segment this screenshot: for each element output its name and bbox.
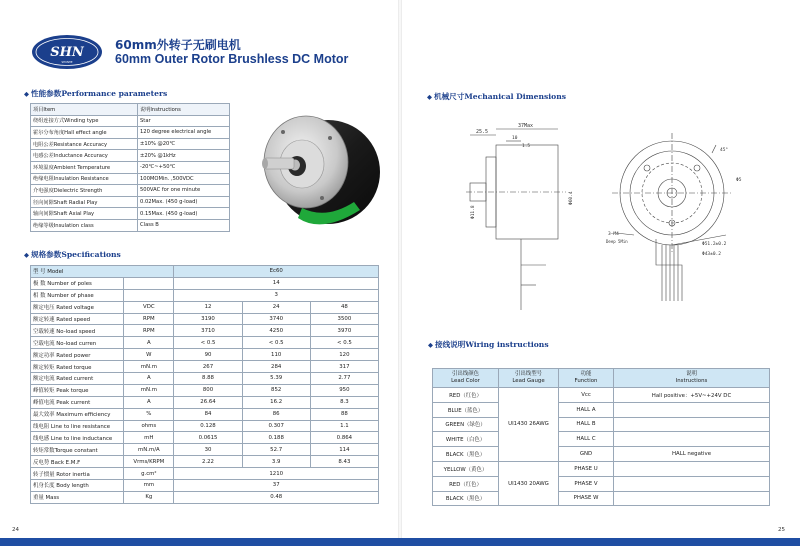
- spec-param-cell: 线电感 Line to line inductance: [31, 432, 124, 444]
- dim-pilot: Φ43±0.2: [702, 252, 721, 257]
- spec-row: [31, 349, 379, 361]
- page-number-left: 24: [12, 527, 19, 533]
- spec-unit-cell: mm: [124, 480, 174, 492]
- performance-row: [31, 161, 230, 173]
- spec-unit-cell: mH: [124, 432, 174, 444]
- spec-param-cell: 额定转矩 Rated torque: [31, 361, 124, 373]
- spec-value-cell: 37: [174, 480, 379, 492]
- spec-value-cell: 52.7: [242, 444, 310, 456]
- wiring-color-cell: RED（红色）: [433, 476, 499, 491]
- spec-unit-cell: W: [124, 349, 174, 361]
- wiring-header-cn: 引出线型号: [515, 371, 542, 378]
- spec-value-cell: 26.64: [174, 396, 242, 408]
- spec-value-cell: < 0.5: [310, 337, 378, 349]
- spec-unit-cell: Vrms/KRPM: [124, 456, 174, 468]
- dim-shaft-dia: Φ5: [736, 178, 742, 183]
- wiring-function-cell: HALL A: [559, 402, 614, 417]
- spec-row: [31, 337, 379, 349]
- spec-value-cell: 3740: [242, 313, 310, 325]
- spec-param-cell: 额定功率 Rated power: [31, 349, 124, 361]
- perf-value-cell: 0.15Max. (450 g-load): [138, 208, 230, 220]
- spec-row: [31, 289, 379, 301]
- wiring-function-cell: PHASE W: [559, 491, 614, 506]
- performance-row: [31, 173, 230, 185]
- dim-gap: 1.5: [522, 144, 531, 149]
- spec-value-cell: 8.43: [310, 456, 378, 468]
- spec-value-cell: 0.128: [174, 420, 242, 432]
- spec-value-cell: 86: [242, 408, 310, 420]
- wiring-color-cell: GREEN（绿色）: [433, 417, 499, 432]
- spec-value-cell: < 0.5: [174, 337, 242, 349]
- page-number-right: 25: [778, 527, 785, 533]
- perf-value-cell: Class B: [138, 219, 230, 231]
- perf-value-cell: 100MOMin. ,500VDC: [138, 173, 230, 185]
- spec-value-cell: 110: [242, 349, 310, 361]
- wiring-header-en: Lead Gauge: [512, 378, 545, 384]
- spec-row: [31, 456, 379, 468]
- perf-item-cell: 电感公差Inductance Accuracy: [31, 150, 138, 162]
- performance-row: [31, 219, 230, 231]
- spec-value-cell: 3.9: [242, 456, 310, 468]
- wiring-table: [432, 368, 770, 506]
- spec-row: [31, 384, 379, 396]
- spec-param-cell: 相 数 Number of phase: [31, 289, 124, 301]
- dim-flange: 10: [512, 136, 518, 141]
- performance-heading-text: 性能参数Performance parameters: [31, 89, 168, 98]
- wiring-header-cell: [499, 369, 559, 388]
- page-spine: [398, 0, 402, 546]
- spec-value-cell: 88: [310, 408, 378, 420]
- performance-row: [31, 138, 230, 150]
- wiring-header-row: [433, 369, 770, 388]
- spec-param-cell: 空载电流 No-load curren: [31, 337, 124, 349]
- spec-param-cell: 线电阻 Line to line resistance: [31, 420, 124, 432]
- spec-value-cell: 14: [174, 277, 379, 289]
- spec-value-cell: 284: [242, 361, 310, 373]
- title-chinese: 60mm外转子无刷电机: [115, 38, 241, 52]
- perf-value-cell: 500VAC for one minute: [138, 185, 230, 197]
- spec-value-cell: 0.0615: [174, 432, 242, 444]
- perf-value-cell: 说明Instructions: [138, 104, 230, 116]
- spec-row: [31, 373, 379, 385]
- perf-item-cell: 绕组连接方式Winding type: [31, 115, 138, 127]
- logo-text: SHN: [50, 45, 84, 60]
- spec-row: [31, 313, 379, 325]
- perf-item-cell: 介电强度Dielectric Strength: [31, 185, 138, 197]
- wiring-header-cn: 说明: [686, 371, 697, 378]
- perf-value-cell: Star: [138, 115, 230, 127]
- spec-unit-cell: A: [124, 373, 174, 385]
- spec-table: [30, 265, 379, 504]
- performance-row: [31, 150, 230, 162]
- performance-row: [31, 196, 230, 208]
- spec-param-cell: 额定电压 Rated voltage: [31, 301, 124, 313]
- spec-unit-cell: g.cm²: [124, 468, 174, 480]
- spec-row: [31, 444, 379, 456]
- wiring-row: [433, 388, 770, 403]
- wiring-function-cell: PHASE V: [559, 476, 614, 491]
- spec-param-cell: 峰值转矩 Peak torque: [31, 384, 124, 396]
- wiring-function-cell: PHASE U: [559, 461, 614, 476]
- performance-row: [31, 115, 230, 127]
- perf-value-cell: 120 degree electrical angle: [138, 127, 230, 139]
- spec-heading-text: 规格参数Specifications: [31, 250, 121, 259]
- spec-model-label: 型 号 Model: [31, 266, 174, 278]
- wiring-color-cell: BLACK（黑色）: [433, 447, 499, 462]
- wiring-header-cell: [559, 369, 614, 388]
- wiring-function-cell: Vcc: [559, 388, 614, 403]
- perf-value-cell: 0.02Max. (450 g-load): [138, 196, 230, 208]
- spec-value-cell: 852: [242, 384, 310, 396]
- title-english: 60mm Outer Rotor Brushless DC Motor: [115, 52, 349, 66]
- spec-value-cell: 16.2: [242, 396, 310, 408]
- performance-header-row: [31, 104, 230, 116]
- wiring-instruction-cell: [614, 402, 770, 417]
- spec-value-cell: 114: [310, 444, 378, 456]
- spec-param-cell: 机身长度 Body length: [31, 480, 124, 492]
- spec-heading: [24, 249, 121, 260]
- dim-bolt-circle: Φ51.2±0.2: [702, 242, 727, 247]
- wiring-function-cell: GND: [559, 447, 614, 462]
- spec-value-cell: 3: [174, 289, 379, 301]
- spec-value-cell: 24: [242, 301, 310, 313]
- performance-row: [31, 208, 230, 220]
- perf-item-cell: 轴向间隙Shaft Axial Play: [31, 208, 138, 220]
- spec-value-cell: 2.22: [174, 456, 242, 468]
- spec-param-cell: 转矩常数Torque constant: [31, 444, 124, 456]
- mechanical-heading: [427, 91, 566, 102]
- wiring-gauge-cell: UI1430 20AWG: [499, 461, 559, 505]
- spec-model-value: Ec60: [174, 266, 379, 278]
- spec-value-cell: 0.48: [174, 491, 379, 503]
- spec-param-cell: 重量 Mass: [31, 491, 124, 503]
- logo-subtext: SHUNHE: [61, 61, 73, 64]
- perf-item-cell: 霍尔分布角度Hall effect angle: [31, 127, 138, 139]
- spec-param-cell: 空载转速 No-load speed: [31, 325, 124, 337]
- mechanical-drawing: [466, 115, 766, 315]
- spec-row: [31, 361, 379, 373]
- spec-value-cell: 3500: [310, 313, 378, 325]
- spec-row: [31, 420, 379, 432]
- spec-unit-cell: A: [124, 337, 174, 349]
- wiring-instruction-cell: [614, 461, 770, 476]
- wiring-instruction-cell: HALL negative: [614, 447, 770, 462]
- spec-value-cell: 5.39: [242, 373, 310, 385]
- dim-thread: 3–M4: [608, 232, 619, 237]
- wiring-row: [433, 476, 770, 491]
- perf-item-cell: 绝缘等级Insulation class: [31, 219, 138, 231]
- wiring-header-en: Function: [574, 378, 598, 384]
- spec-value-cell: 950: [310, 384, 378, 396]
- spec-value-cell: 120: [310, 349, 378, 361]
- wiring-color-cell: BLUE（蓝色）: [433, 402, 499, 417]
- dim-shaft-length: 25.5: [476, 129, 489, 135]
- dim-thread-depth: Deep 5Min: [606, 239, 628, 244]
- diamond-bullet-icon: ◆: [24, 90, 29, 98]
- spec-param-cell: 极 数 Number of poles: [31, 277, 124, 289]
- spec-param-cell: 最大效率 Maximum efficiency: [31, 408, 124, 420]
- spec-value-cell: 3970: [310, 325, 378, 337]
- spec-value-cell: 3190: [174, 313, 242, 325]
- performance-table: [30, 103, 230, 232]
- perf-value-cell: ±20% @1kHz: [138, 150, 230, 162]
- perf-item-cell: 项目Item: [31, 104, 138, 116]
- wiring-row: [433, 402, 770, 417]
- mechanical-heading-text: 机械尺寸Mechanical Dimensions: [434, 92, 567, 101]
- spec-value-cell: 267: [174, 361, 242, 373]
- spec-value-cell: 0.307: [242, 420, 310, 432]
- wiring-header-cell: [614, 369, 770, 388]
- wiring-color-cell: WHITE（白色）: [433, 432, 499, 447]
- spec-unit-cell: ohms: [124, 420, 174, 432]
- spec-unit-cell: [124, 289, 174, 301]
- spec-row: [31, 301, 379, 313]
- spec-row: [31, 408, 379, 420]
- spec-header-row: [31, 266, 379, 278]
- spec-unit-cell: VDC: [124, 301, 174, 313]
- spec-unit-cell: mN.m: [124, 361, 174, 373]
- wiring-row: [433, 461, 770, 476]
- spec-value-cell: < 0.5: [242, 337, 310, 349]
- diamond-bullet-icon: ◆: [428, 341, 433, 349]
- perf-item-cell: 绝缘电阻Insulation Resistance: [31, 173, 138, 185]
- spec-value-cell: 3710: [174, 325, 242, 337]
- spec-param-cell: 转子惯量 Rotor inertia: [31, 468, 124, 480]
- perf-item-cell: 环境温度Ambient Temperature: [31, 161, 138, 173]
- bottom-bar: [0, 538, 800, 546]
- spec-unit-cell: [124, 277, 174, 289]
- perf-item-cell: 径向间隙Shaft Radial Play: [31, 196, 138, 208]
- spec-unit-cell: A: [124, 396, 174, 408]
- spec-unit-cell: Kg: [124, 491, 174, 503]
- wiring-header-cell: [433, 369, 499, 388]
- spec-row: [31, 480, 379, 492]
- spec-unit-cell: RPM: [124, 313, 174, 325]
- wiring-header-en: Lead Color: [451, 378, 480, 384]
- spec-unit-cell: %: [124, 408, 174, 420]
- wiring-header-en: Instructions: [675, 378, 708, 384]
- motor-photo: [250, 92, 390, 232]
- wiring-header-cn: 功能: [580, 371, 592, 378]
- dim-hub-dia: Φ11.8: [471, 205, 476, 219]
- wiring-row: [433, 432, 770, 447]
- wiring-function-cell: HALL C: [559, 432, 614, 447]
- spec-unit-cell: mN.m/A: [124, 444, 174, 456]
- spec-value-cell: 2.77: [310, 373, 378, 385]
- wiring-row: [433, 417, 770, 432]
- spec-unit-cell: mN.m: [124, 384, 174, 396]
- spec-param-cell: 峰值电流 Peak current: [31, 396, 124, 408]
- wiring-gauge-cell: UI1430 26AWG: [499, 388, 559, 462]
- diamond-bullet-icon: ◆: [24, 251, 29, 259]
- spec-row: [31, 491, 379, 503]
- dim-angle: 45°: [720, 148, 729, 153]
- wiring-row: [433, 447, 770, 462]
- wiring-row: [433, 491, 770, 506]
- spec-value-cell: 30: [174, 444, 242, 456]
- wiring-instruction-cell: [614, 432, 770, 447]
- spec-value-cell: 0.188: [242, 432, 310, 444]
- spec-param-cell: 额定转速 Rated speed: [31, 313, 124, 325]
- wiring-heading-text: 接线说明Wiring instructions: [435, 340, 549, 349]
- spec-value-cell: 8.88: [174, 373, 242, 385]
- perf-value-cell: -20℃~+50℃: [138, 161, 230, 173]
- spec-param-cell: 额定电流 Rated current: [31, 373, 124, 385]
- dim-body-dia: Φ60.4: [569, 191, 574, 205]
- spec-value-cell: 4250: [242, 325, 310, 337]
- spec-value-cell: 12: [174, 301, 242, 313]
- spec-row: [31, 432, 379, 444]
- wiring-color-cell: BLACK（黑色）: [433, 491, 499, 506]
- diamond-bullet-icon: ◆: [427, 93, 432, 101]
- perf-value-cell: ±10% @20℃: [138, 138, 230, 150]
- spec-value-cell: 317: [310, 361, 378, 373]
- performance-heading: [24, 88, 167, 99]
- spec-value-cell: 48: [310, 301, 378, 313]
- spec-value-cell: 90: [174, 349, 242, 361]
- wiring-instruction-cell: [614, 491, 770, 506]
- wiring-color-cell: YELLOW（黄色）: [433, 461, 499, 476]
- brand-logo: [30, 33, 104, 71]
- wiring-instruction-cell: Hall positive：+5V~+24V DC: [614, 388, 770, 403]
- wiring-heading: [428, 339, 549, 350]
- spec-param-cell: 反电势 Back E.M.F: [31, 456, 124, 468]
- wiring-instruction-cell: [614, 476, 770, 491]
- spec-value-cell: 84: [174, 408, 242, 420]
- spec-row: [31, 396, 379, 408]
- wiring-instruction-cell: [614, 417, 770, 432]
- spec-unit-cell: RPM: [124, 325, 174, 337]
- spec-row: [31, 277, 379, 289]
- performance-row: [31, 127, 230, 139]
- spec-value-cell: 1.1: [310, 420, 378, 432]
- wiring-function-cell: HALL B: [559, 417, 614, 432]
- spec-value-cell: 8.3: [310, 396, 378, 408]
- performance-row: [31, 185, 230, 197]
- wiring-color-cell: RED（红色）: [433, 388, 499, 403]
- spec-row: [31, 468, 379, 480]
- wiring-header-cn: 引出线颜色: [452, 371, 479, 378]
- spec-value-cell: 800: [174, 384, 242, 396]
- spec-value-cell: 0.864: [310, 432, 378, 444]
- spec-value-cell: 1210: [174, 468, 379, 480]
- perf-item-cell: 电阻公差Resistance Accuracy: [31, 138, 138, 150]
- spec-row: [31, 325, 379, 337]
- dim-body-length: 37Max: [518, 123, 534, 129]
